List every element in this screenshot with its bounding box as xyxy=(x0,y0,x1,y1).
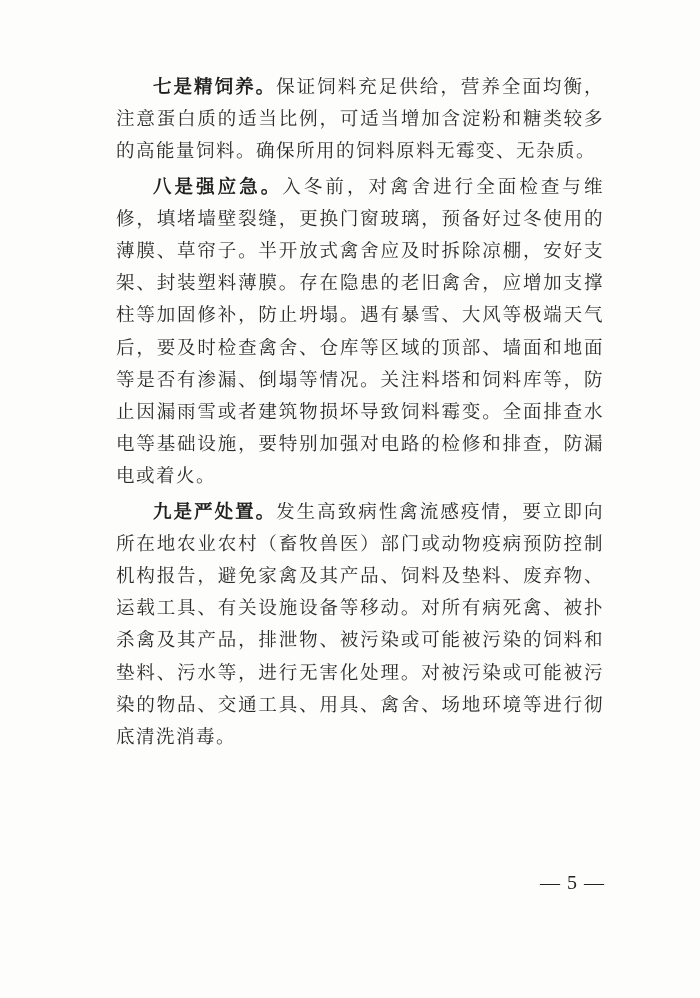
section-heading-8: 八是强应急。 xyxy=(153,176,283,198)
section-heading-9: 九是严处置。 xyxy=(153,501,277,523)
section-body-8: 入冬前，对禽舍进行全面检查与维修，填堵墙壁裂缝，更换门窗玻璃，预备好过冬使用的薄膜、草帘子。半开放式禽舍应及时拆除凉棚，安好支架、封装塑料薄膜。存在隐患的老旧禽舍，应增加支撑柱等加固修补，防止坍塌。遇有暴雪、大风等极端天气后，要及时检查禽舍、仓库等区域的顶部、墙面和地面等是否有渗漏、倒塌等情况。关注料塔和饲料库等，防止因漏雨雪或者建筑物损坏导致饲料霉变。全面排查水电等基础设施，要特别加强对电路的检修和排查，防漏电或着火。 xyxy=(116,176,604,488)
section-paragraph-8 xyxy=(116,172,604,494)
page-number: — 5 — xyxy=(540,872,605,894)
section-body-7: 保证饲料充足供给，营养全面均衡，注意蛋白质的适当比例，可适当增加含淀粉和糖类较多的高能量饲料。确保所用的饲料原料无霉变、无杂质。 xyxy=(116,77,604,163)
section-heading-7: 七是精饲养。 xyxy=(153,77,277,98)
section-paragraph-7 xyxy=(116,72,604,169)
section-body-9: 发生高致病性禽流感疫情，要立即向所在地农业农村（畜牧兽医）部门或动物疫病预防控制机构报告，避免家禽及其产品、饲料及垫料、废弃物、运载工具、有关设施设备等移动。对所有病死禽、被扑杀禽及其产品，排泄物、被污染或可能被污染的饲料和垫料、污水等，进行无害化处理。对被污染或可能被污染的物品、交通工具、用具、禽舍、场地环境等进行彻底清洗消毒。 xyxy=(116,501,604,749)
document-body xyxy=(116,72,604,754)
section-paragraph-9 xyxy=(116,497,604,755)
